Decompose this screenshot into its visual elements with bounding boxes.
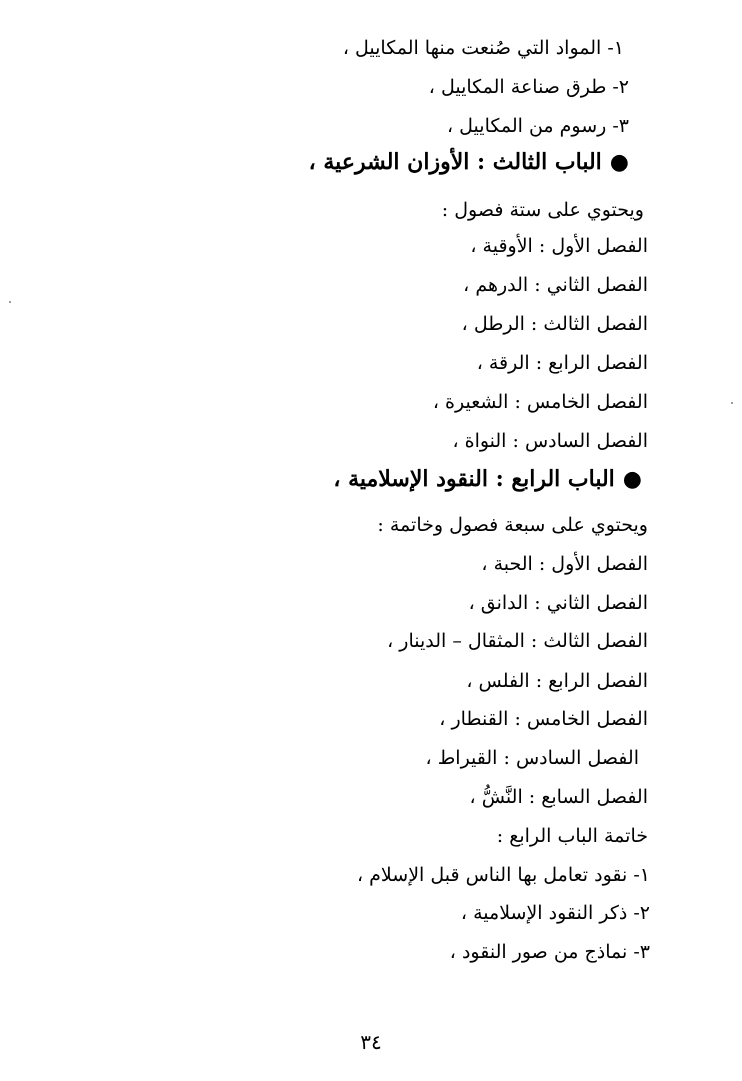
chapter-item: الفصل الثاني : الدرهم ، [463,274,648,296]
heading-text: الباب الثالث : الأوزان الشرعية ، [308,149,602,175]
section-intro: ويحتوي على ستة فصول : [441,199,644,221]
chapter-heading [333,466,642,492]
chapter-item: الفصل الأول : الأوقية ، [470,235,648,257]
chapter-item: الفصل الرابع : الرقة ، [476,352,648,374]
chapter-item: الفصل السادس : النواة ، [452,430,648,452]
list-item: ٢- طرق صناعة المكاييل ، [428,76,629,98]
bullet-icon: ● [622,466,642,492]
chapter-item: الفصل السادس : القيراط ، [425,747,639,769]
page-number: ٣٤ [360,1030,382,1054]
chapter-item: الفصل الثاني : الدانق ، [468,592,648,614]
chapter-item: الفصل الثالث : المثقال – الدينار ، [387,630,648,652]
list-item: ٣- رسوم من المكاييل ، [447,115,629,137]
bullet-icon: ● [609,149,629,175]
section-intro: ويحتوي على سبعة فصول وخاتمة : [377,514,648,536]
scan-speck [9,301,11,303]
list-item: ٢- ذكر النقود الإسلامية ، [460,902,650,924]
list-item: ٣- نماذج من صور النقود ، [449,941,650,963]
list-item: ١- نقود تعامل بها الناس قبل الإسلام ، [357,864,650,886]
chapter-item: الفصل الخامس : الشعيرة ، [432,391,648,413]
chapter-item: الفصل الثالث : الرطل ، [461,313,648,335]
chapter-heading [309,149,629,175]
heading-text: الباب الرابع : النقود الإسلامية ، [333,466,615,492]
conclusion-title: خاتمة الباب الرابع : [496,825,648,847]
chapter-item: الفصل الخامس : القنطار ، [439,708,648,730]
chapter-item: الفصل السابع : النَّشُّ ، [469,786,648,808]
scan-speck [731,402,733,404]
chapter-item: الفصل الرابع : الفلس ، [466,670,648,692]
chapter-item: الفصل الأول : الحبة ، [481,553,648,575]
list-item: ١- المواد التي صُنعت منها المكاييل ، [342,37,624,59]
